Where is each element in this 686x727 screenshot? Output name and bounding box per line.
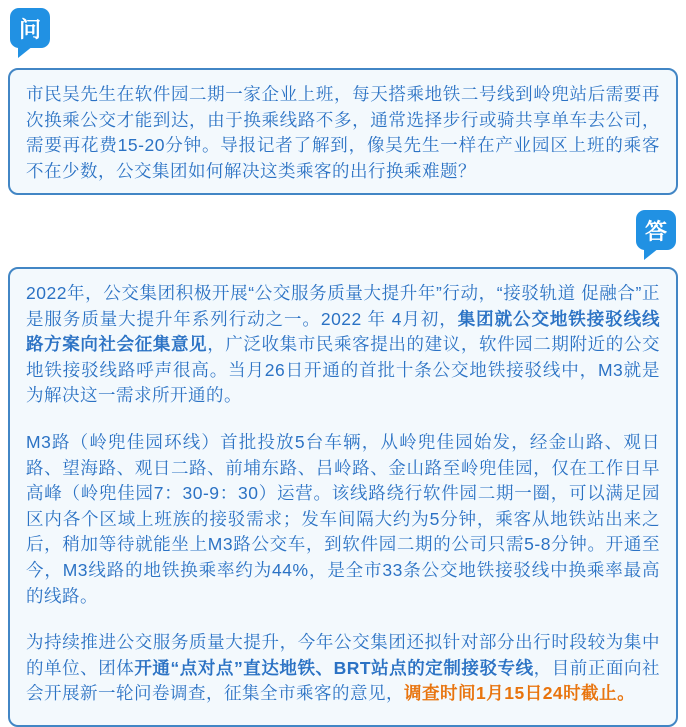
question-box	[8, 68, 678, 195]
question-text: 市民吴先生在软件园二期一家企业上班，每天搭乘地铁二号线到岭兜站后需要再次换乘公交才能到达，由于换乘线路不多，通常选择步行或骑共享单车去公司，需要再花费15-20分钟。导报记者了解到，像吴先生一样在产业园区上班的乘客不在少数，公交集团如何解决这类乘客的出行换乘难题？	[26, 84, 660, 181]
answer-paragraph-3	[26, 630, 660, 707]
answer-p3-text-cont: ，目前正面向社会开展新一轮问卷调查，征集全市乘客的意见，	[26, 657, 660, 704]
answer-paragraph-1	[26, 281, 660, 409]
answer-p1-bold-text: 集团就公交地铁接驳线线路方案向社会征集意见	[26, 308, 661, 355]
answer-p1-text: 2022年，公交集团积极开展“公交服务质量大提升年”行动，“接驳轨道 促融合”正是服务质量大提升年系列行动之一。2022 年 4月初，	[26, 283, 660, 329]
answer-badge	[636, 210, 676, 250]
answer-p3-bold-text: 开通“点对点”直达地铁、BRT站点的定制接驳专线	[134, 657, 534, 678]
question-badge-label: 问	[18, 16, 41, 42]
answer-p1-text-cont: ，广泛收集市民乘客提出的建议，软件园二期附近的公交地铁接驳线路呼声很高。当月26日开通的首批十条公交地铁接驳线中，M3就是为解决这一需求所开通的。	[26, 334, 661, 406]
answer-p3-deadline-text: 调查时间1月15日24时截止。	[404, 683, 636, 704]
answer-p3-text: 为持续推进公交服务质量大提升，今年公交集团还拟针对部分出行时段较为集中的单位、团体	[26, 632, 660, 678]
answer-badge-label: 答	[644, 218, 667, 244]
question-badge	[10, 8, 50, 48]
answer-paragraph-2: M3路（岭兜佳园环线）首批投放5台车辆，从岭兜佳园始发，经金山路、观日路、望海路、观日二路、前埔东路、吕岭路、金山路至岭兜佳园，仅在工作日早高峰（岭兜佳园7：30-9：30）运营。该线路绕行软件园二期一圈，可以满足园区内各个区域上班族的接驳需求；发车间隔大约为5分钟，乘客从地铁站出来之后，稍加等待就能坐上M3路公交车，到软件园二期的公司只需5-8分钟。开通至今，M3线路的地铁换乘率约为44%，是全市33条公交地铁接驳线中换乘率最高的线路。	[26, 431, 660, 606]
answer-box	[8, 267, 678, 727]
